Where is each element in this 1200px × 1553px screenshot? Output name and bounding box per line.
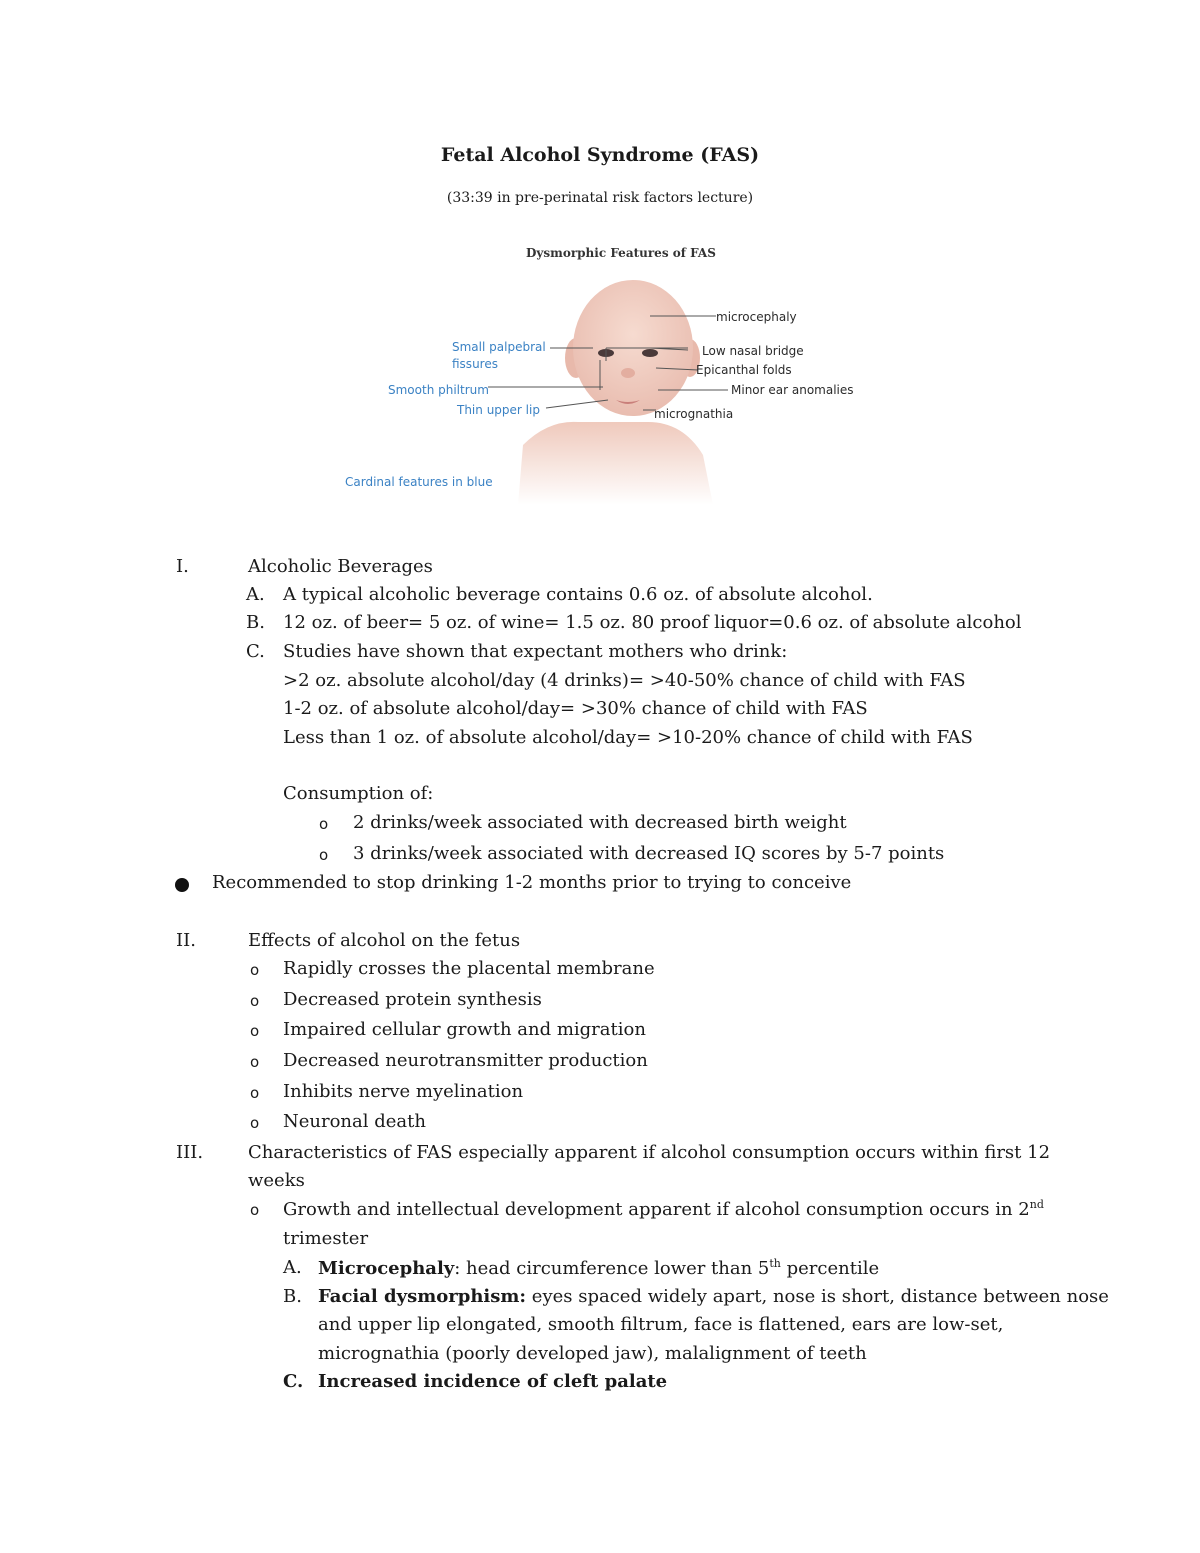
section-3-number: III. [176, 1142, 204, 1163]
effect-item-1: Rapidly crosses the placental membrane [283, 958, 655, 979]
section-1-a-text: A typical alcoholic beverage contains 0.6 oz. of absolute alcohol. [283, 584, 873, 605]
section-3-heading-line-1: Characteristics of FAS especially apparent if alcohol consumption occurs within first 12 [248, 1142, 1051, 1163]
consumption-item-2: 3 drinks/week associated with decreased IQ scores by 5-7 points [353, 843, 945, 864]
label-low-nasal-bridge: Low nasal bridge [702, 344, 804, 358]
section-1-heading: Alcoholic Beverages [248, 556, 433, 577]
section-3-heading-line-2: weeks [248, 1170, 305, 1191]
label-thin-upper-lip: Thin upper lip [457, 403, 540, 417]
infant-shoulders [518, 422, 713, 505]
section-3-b-letter: B. [283, 1286, 302, 1307]
growth-text: Growth and intellectual development apparent if alcohol consumption occurs in 2 [283, 1199, 1030, 1220]
facial-dysmorphism-desc-1: eyes spaced widely apart, nose is short, distance between nose [526, 1286, 1109, 1307]
cleft-palate-text: Increased incidence of cleft palate [318, 1371, 668, 1392]
effect-item-2: Decreased protein synthesis [283, 989, 542, 1010]
section-1-c-letter: C. [246, 641, 265, 662]
facial-dysmorphism-term: Facial dysmorphism: [318, 1286, 527, 1307]
label-fissures: fissures [452, 357, 498, 371]
label-epicanthal-folds: Epicanthal folds [696, 363, 792, 377]
effect-bullet-4: o [250, 1053, 260, 1071]
section-3-c-letter: C. [283, 1371, 304, 1392]
growth-superscript: nd [1029, 1198, 1044, 1211]
effect-item-6: Neuronal death [283, 1111, 426, 1132]
effect-bullet-2: o [250, 992, 260, 1010]
growth-line-2: trimester [283, 1228, 369, 1249]
page-subtitle: (33:39 in pre-perinatal risk factors lecture) [446, 190, 754, 206]
label-small-palpebral: Small palpebral [452, 340, 546, 354]
recommend-bullet-icon [175, 878, 189, 892]
consumption-label: Consumption of: [283, 783, 434, 804]
consumption-bullet-2: o [319, 846, 329, 864]
label-cardinal-features: Cardinal features in blue [345, 475, 493, 489]
effect-item-3: Impaired cellular growth and migration [283, 1019, 646, 1040]
effect-item-5: Inhibits nerve myelination [283, 1081, 524, 1102]
label-microcephaly: microcephaly [716, 310, 797, 324]
nose [621, 368, 635, 378]
page-title: Fetal Alcohol Syndrome (FAS) [440, 144, 760, 166]
section-3-a-letter: A. [283, 1257, 302, 1278]
microcephaly-desc-end: percentile [780, 1258, 880, 1279]
section-3-b-line-3: micrognathia (poorly developed jaw), malalignment of teeth [318, 1343, 867, 1364]
growth-bullet: o [250, 1201, 260, 1219]
consumption-bullet-1: o [319, 815, 329, 833]
effect-bullet-5: o [250, 1084, 260, 1102]
growth-line-1 [283, 1198, 1044, 1220]
right-eye [642, 349, 658, 357]
effect-bullet-3: o [250, 1022, 260, 1040]
section-1-number: I. [176, 556, 189, 577]
section-1-c-line-3: Less than 1 oz. of absolute alcohol/day= >10-20% chance of child with FAS [283, 727, 973, 748]
section-3-a-line [318, 1257, 879, 1279]
section-2-number: II. [176, 930, 196, 951]
section-1-a-letter: A. [246, 584, 265, 605]
consumption-item-1: 2 drinks/week associated with decreased birth weight [353, 812, 847, 833]
section-2-heading: Effects of alcohol on the fetus [248, 930, 521, 951]
section-1-b-text: 12 oz. of beer= 5 oz. of wine= 1.5 oz. 80 proof liquor=0.6 oz. of absolute alcohol [283, 612, 1022, 633]
section-1-c-text: Studies have shown that expectant mothers who drink: [283, 641, 788, 662]
microcephaly-term: Microcephaly [318, 1258, 455, 1279]
effect-bullet-1: o [250, 961, 260, 979]
figure-heading: Dysmorphic Features of FAS [526, 246, 716, 260]
microcephaly-desc: : head circumference lower than 5 [454, 1258, 770, 1279]
section-1-b-letter: B. [246, 612, 265, 633]
label-micrognathia: micrognathia [654, 407, 734, 421]
effect-item-4: Decreased neurotransmitter production [283, 1050, 648, 1071]
effect-bullet-6: o [250, 1114, 260, 1132]
section-1-c-line-2: 1-2 oz. of absolute alcohol/day= >30% chance of child with FAS [283, 698, 868, 719]
percentile-superscript: th [769, 1257, 781, 1270]
section-1-c-line-1: >2 oz. absolute alcohol/day (4 drinks)= >40-50% chance of child with FAS [283, 670, 966, 691]
label-minor-ear-anomalies: Minor ear anomalies [731, 383, 854, 397]
fas-features-figure [338, 230, 868, 530]
recommend-text: Recommended to stop drinking 1-2 months prior to trying to conceive [212, 872, 852, 893]
label-smooth-philtrum: Smooth philtrum [388, 383, 489, 397]
section-3-b-line-1 [318, 1286, 1109, 1307]
section-3-b-line-2: and upper lip elongated, smooth filtrum, face is flattened, ears are low-set, [318, 1314, 1004, 1335]
